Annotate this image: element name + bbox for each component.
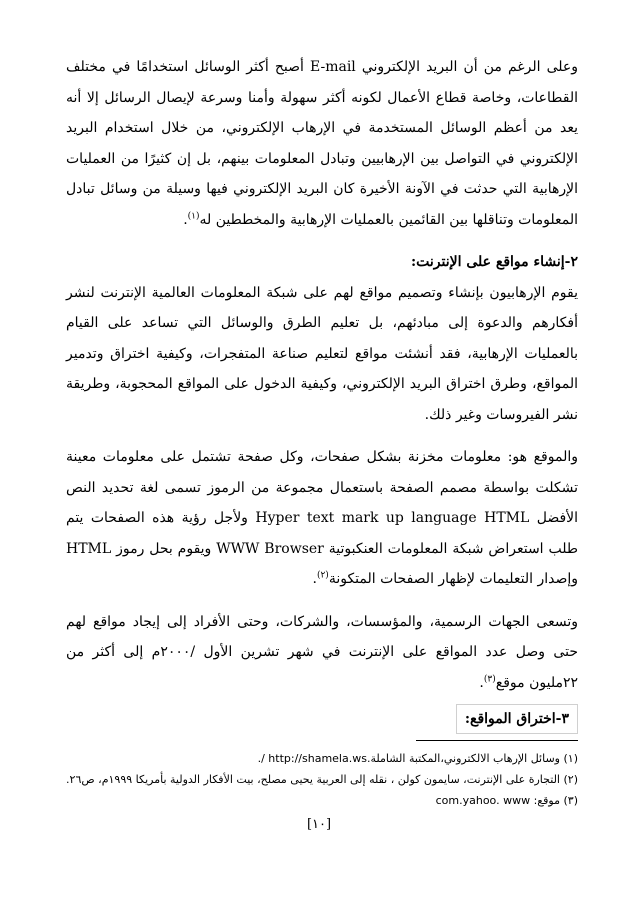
footnote-1: (١) وسائل الإرهاب الالكتروني،المكتبة الشاملة.http://shamela.ws /. [257,752,578,765]
footnote-link-shamela[interactable]: http://shamela.ws [268,752,367,765]
html-abbr: HTML [66,540,112,557]
footnote-divider [416,740,578,741]
www-browser-term: WWW Browser [216,540,324,557]
paragraph-email: وعلى الرغم من أن البريد الإلكتروني E-mail أصبح أكثر الوسائل استخدامًا في مختلف القطاعات، وخاصة قطاع الأعمال لكونه أكثر سهولة وأمنا وسرعة لإيصال الرسائل إلا أنه يعد من أعظم الوسائل المستخدمة في الإرهاب الإلكتروني، من خلال استخدام البريد الإلكتروني في التواصل بين الإرهابيين وتبادل المعلومات بينهم، بل إن كثيرًا من العمليات الإرهابية التي حدثت في الآونة الأخيرة كان البريد الإلكتروني فيها وسيلة من وسائل تبادل المعلومات وتناقلها بين القائمين بالعمليات الإرهابية والمخططين له$^{(١)}$. [66,59,578,228]
footnotes [66,748,578,811]
footnote-ref-1[interactable]: (١) [187,210,200,221]
footnote-ref-3[interactable]: (٣) [483,673,496,684]
paragraph-site-count: وتسعى الجهات الرسمية، والمؤسسات، والشركات، وحتى الأفراد إلى إيجاد مواقع لهم حتى وصل عدد المواقع على الإنترنت في شهر تشرين الأول /٢٠٠٠م إلى أكثر من ٢٢مليون موقع$^{(٣)}$. [66,613,578,691]
main-text [66,52,578,735]
footnote-2: (٢) التجارة على الإنترنت، سايمون كولن ، نقله إلى العربية يحيى مصلح، بيت الأفكار الدولية بأمريكا ١٩٩٩م، ص٢٦. [66,773,578,786]
footnote-link-yahoo[interactable]: com.yahoo. www [435,794,531,807]
paragraph-website-definition: والموقع هو: معلومات مخزنة بشكل صفحات، وكل صفحة تشتمل على معلومات معينة تشكلت بواسطة مصمم الصفحة باستعمال مجموعة من الرموز تسمى لغة تحديد النص الأفضل Hyper text mark up language HTML ولأجل رؤية هذه الصفحات يتم طلب استعراض شبكة المعلومات العنكبوتية WWW Browser ويقوم بحل رموز HTML وإصدار التعليمات لإظهار الصفحات المتكونة$^{(٢)}$. [66,449,579,587]
footnote-3: (٣) موقع: com.yahoo. www [435,794,578,807]
paragraph-email-text: وعلى الرغم من أن البريد الإلكتروني E-mail أصبح أكثر الوسائل استخدامًا في مختلف القطاعات، وخاصة قطاع الأعمال لكونه أكثر سهولة وأمنا وسرعة لإيصال الرسائل إلا أنه يعد من أعظم الوسائل المستخدمة في الإرهاب الإلكتروني، من خلال استخدام البريد الإلكتروني في التواصل بين الإرهابيين وتبادل المعلومات بينهم، بل إن كثيرًا من العمليات الإرهابية التي حدثت في الآونة الأخيرة كان البريد الإلكتروني فيها وسيلة من وسائل تبادل المعلومات وتناقلها بين القائمين بالعمليات الإرهابية والمخططين له [66,59,578,228]
paragraph-websites: يقوم الإرهابيون بإنشاء وتصميم مواقع لهم على شبكة المعلومات العالمية الإنترنت لنشر أفكارهم والدعوة إلى مبادئهم، بل تعليم الطرق والوسائل التي تساعد على القيام بالعمليات الإرهابية، فقد أنشئت مواقع لتعليم صناعة المتفجرات، وكيفية اختراق وتدمير المواقع، وطرق اختراق البريد الإلكتروني، وكيفية الدخول على المواقع المحجوبة، وطريقة نشر الفيروسات وغير ذلك. [66,284,578,423]
section-heading-websites: ٢-إنشاء مواقع على الإنترنت: [410,254,578,270]
html-term: Hyper text mark up language HTML [255,510,530,526]
page-number: [١٠] [306,817,332,832]
footnote-ref-2[interactable]: (٢) [316,570,329,581]
section-heading-hacking: ٣-اختراق المواقع: [456,704,578,734]
